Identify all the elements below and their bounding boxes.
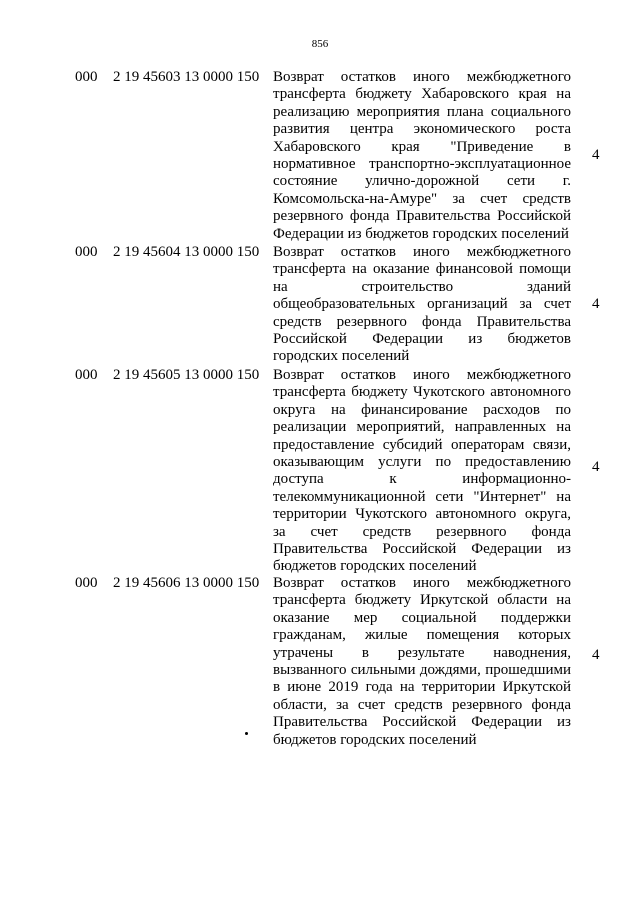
- revenue-name: Возврат остатков иного межбюджетного трансферта на оказание финансовой помощи на строительство зданий общеобразовательных организаций за счет средств резервного фонда Правительства Российской Федерации из бюджетов городских поселений: [273, 244, 571, 365]
- revenue-code: 2 19 45603 13 0000 150: [113, 69, 260, 85]
- amount: 4: [592, 147, 600, 163]
- page-number: 856: [311, 38, 329, 50]
- admin-code: 000: [75, 244, 98, 260]
- scan-speck: [245, 732, 248, 735]
- amount: 4: [592, 296, 600, 312]
- revenue-name: Возврат остатков иного межбюджетного трансферта бюджету Иркутской области на оказание мер социальной поддержки гражданам, жилые помещения которых утрачены в результате наводнения, вызванного сильными дождями, прошедшими в июне 2019 года на территории Иркутской области, за счет средств резервного фонда Правительства Российской Федерации из бюджетов городских поселений: [273, 575, 571, 748]
- admin-code: 000: [75, 69, 98, 85]
- revenue-name: Возврат остатков иного межбюджетного трансферта бюджету Хабаровского края на реализацию мероприятия плана социального развития центра экономического роста Хабаровского края "Приведение в нормативное транспортно-эксплуатационное состояние улично-дорожной сети г. Комсомольска-на-Амуре" за счет средств резервного фонда Правительства Российской Федерации из бюджетов городских поселений: [273, 69, 571, 242]
- amount: 4: [592, 459, 600, 475]
- revenue-name: Возврат остатков иного межбюджетного трансферта бюджету Чукотского автономного округа на финансирование расходов по реализации мероприятий, направленных на предоставление субсидий операторам связи, оказывающим услуги по предоставлению доступа к информационно-телекоммуникационной сети "Интернет" на территории Чукотского автономного округа, за счет средств резервного фонда Правительства Российской Федерации из бюджетов городских поселений: [273, 367, 571, 575]
- admin-code: 000: [75, 367, 98, 383]
- revenue-code: 2 19 45604 13 0000 150: [113, 244, 260, 260]
- admin-code: 000: [75, 575, 98, 591]
- revenue-code: 2 19 45606 13 0000 150: [113, 575, 260, 591]
- amount: 4: [592, 647, 600, 663]
- revenue-code: 2 19 45605 13 0000 150: [113, 367, 260, 383]
